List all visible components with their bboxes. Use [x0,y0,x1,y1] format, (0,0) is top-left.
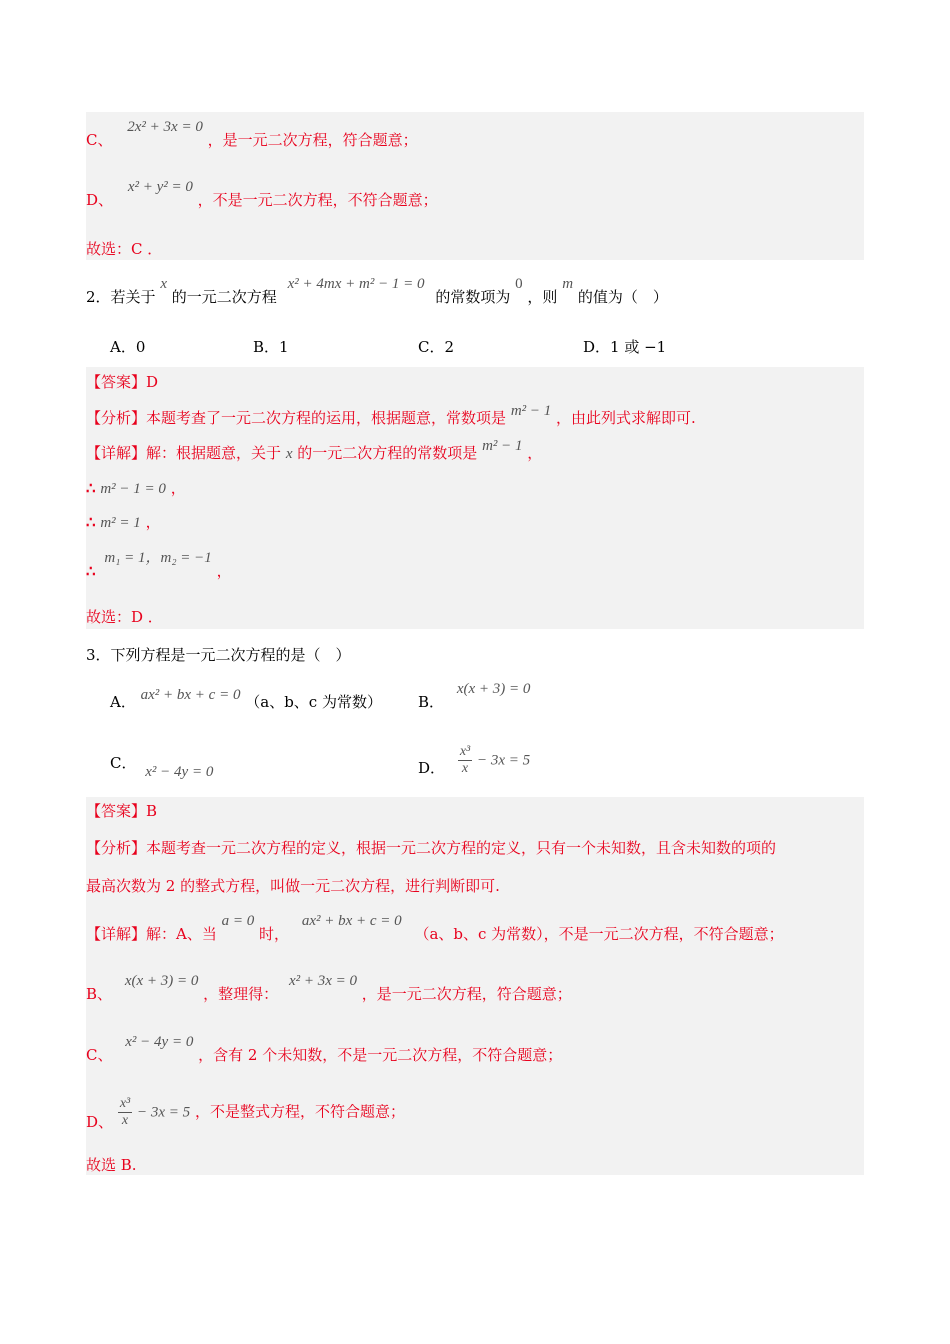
q3-detail-d-fraction: $\frac{\text{x³}}{x}$ [119,1096,131,1128]
q2-option-a: A．0 [110,338,146,356]
q2-step3: ∴ m₁ = 1，m₂ = −1 ， [86,550,232,580]
q3-option-a: A． ax² + bx + c = 0 （a、b、c 为常数） [110,687,382,711]
q3-d-fraction: $\frac{\text{x³}}{x}$ [459,744,471,776]
q1-option-c-explanation: C、 2x² + 3x = 0 ，是一元二次方程，符合题意； [86,119,418,149]
q3-option-c: C． x² − 4y = 0 [110,754,214,780]
q2-analysis: 【分析】本题考查了一元二次方程的运用，根据题意，常数项是 m² − 1 ，由此列式求解即可. [86,403,696,427]
q1-d-equation: x² + y² = 0 [127,179,193,195]
q3-detail-a: 【详解】解：A、当 a = 0 时， ax² + bx + c = 0 （a、b、c 为常数），不是一元二次方程，不符合题意； [86,913,784,943]
q2-answer: 【答案】D [86,373,159,391]
q2-option-c: C．2 [418,338,455,356]
q3-option-d: D． $\frac{\text{x³}}{x}$ − 3x = 5 [418,744,531,777]
q3-detail-d: D、 $\frac{\text{x³}}{x}$ − 3x = 5 ，不是整式方程，不符合题意； [86,1096,405,1131]
q2-conclusion: 故选：D ． [86,608,163,626]
q3-analysis-line2: 最高次数为 2 的整式方程，叫做一元二次方程，进行判断即可. [86,877,500,895]
q2-detail: 【详解】解：根据题意，关于 x 的一元二次方程的常数项是 m² − 1 ， [86,438,543,462]
q2-step1: ∴ m² − 1 = 0 ， [86,479,186,497]
answer-block-q2 [86,367,864,629]
q2-stem: 2．若关于 x 的一元二次方程 x² + 4mx + m² − 1 = 0 的常数项为 0 ，则 m 的值为（ ） [86,276,668,306]
q2-option-d: D．1 或 −1 [583,338,667,356]
q3-analysis-line1: 【分析】本题考查一元二次方程的定义，根据一元二次方程的定义，只有一个未知数，且含未知数的项的 [86,839,777,857]
q3-option-b: B． x(x + 3) = 0 [418,681,531,711]
q2-equation: x² + 4mx + m² − 1 = 0 [287,276,425,292]
q1-conclusion: 故选：C ． [86,240,163,258]
q3-detail-b: B、 x(x + 3) = 0 ，整理得： x² + 3x = 0 ，是一元二次方程，符合题意； [86,973,572,1003]
q3-stem: 3．下列方程是一元二次方程的是（ ） [86,646,351,664]
q1-c-equation: 2x² + 3x = 0 [127,119,203,135]
q1-option-d-explanation: D、 x² + y² = 0 ，不是一元二次方程，不符合题意； [86,179,438,209]
q3-detail-c: C、 x² − 4y = 0 ，含有 2 个未知数，不是一元二次方程，不符合题意； [86,1034,563,1064]
q3-answer: 【答案】B [86,802,158,820]
q2-step2: ∴ m² = 1 ， [86,513,161,531]
q2-option-b: B．1 [253,338,289,356]
q3-conclusion: 故选 B. [86,1156,137,1174]
